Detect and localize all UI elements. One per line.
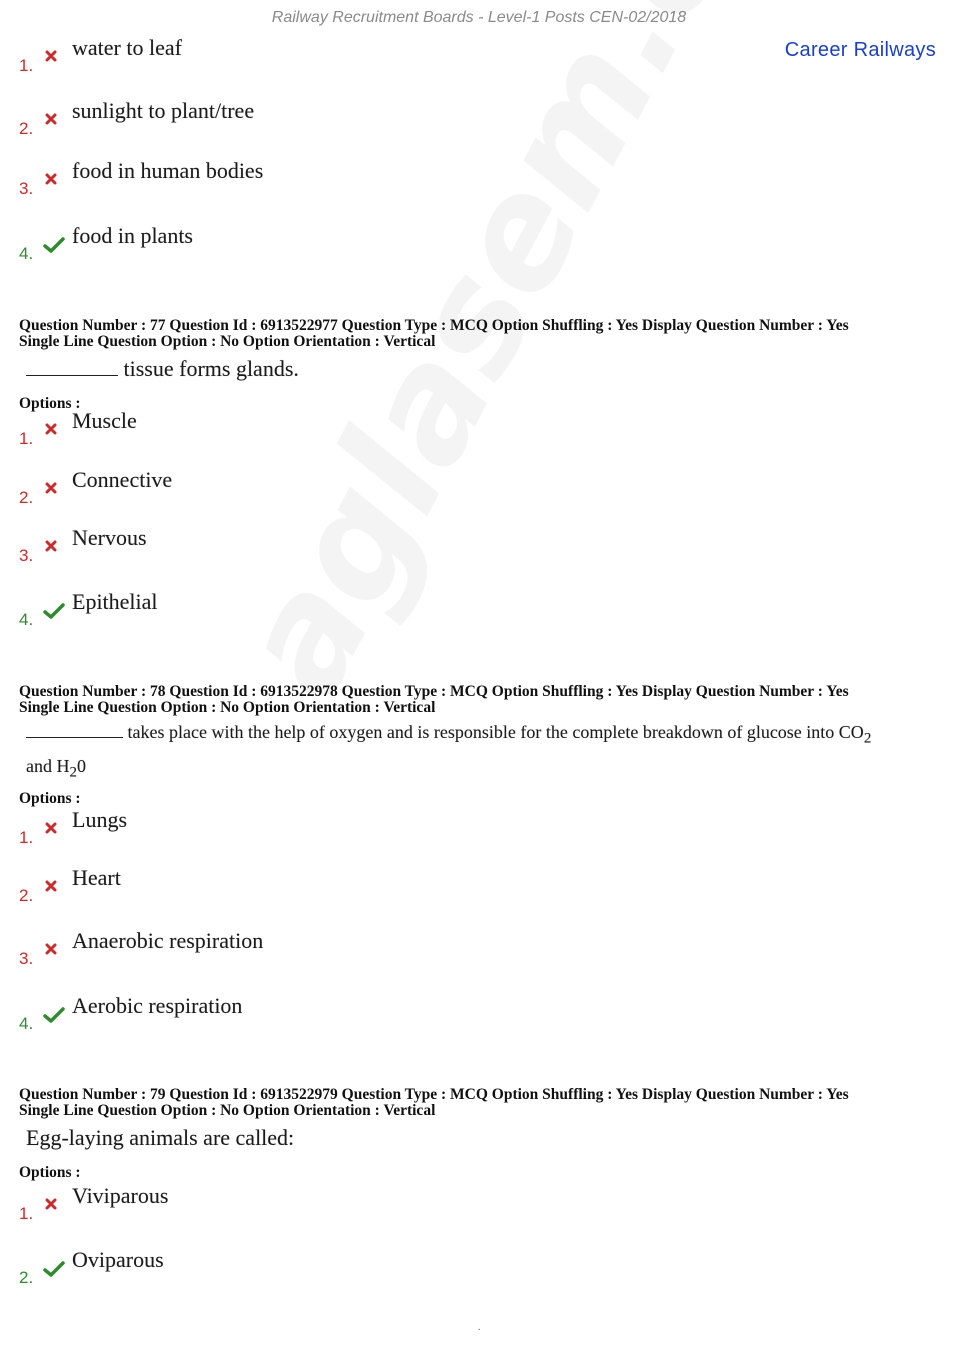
cross-icon [43,878,59,894]
option-text: Lungs [72,807,127,832]
footer-mark: . [478,1322,481,1333]
brand-link[interactable]: Career Railways [784,39,936,61]
options-label: Options : [19,790,81,807]
option-number: 2. [19,1268,34,1287]
answer-blank [26,722,123,738]
checkmark-icon [43,1260,65,1278]
question-text: Egg-laying animals are called: [26,1125,295,1150]
answer-blank [26,357,118,376]
option-number: 4. [19,244,34,263]
checkmark-icon [43,602,65,620]
option-number: 2. [19,488,34,507]
option-text: Aerobic respiration [72,993,243,1018]
page-header: Railway Recruitment Boards - Level-1 Posts CEN-02/2018 [271,9,687,26]
question-meta: Question Number : 77 Question Id : 6913522977 Question Type : MCQ Option Shuffling : Yes Display Question Number : Yes [19,317,849,334]
option-number: 3. [19,179,34,198]
cross-icon [43,48,59,64]
option-text: water to leaf [72,35,182,60]
cross-icon [43,171,59,187]
question-meta: Single Line Question Option : No Option Orientation : Vertical [19,699,436,716]
question-meta: Question Number : 78 Question Id : 6913522978 Question Type : MCQ Option Shuffling : Yes Display Question Number : Yes [19,683,849,700]
option-number: 1. [19,1204,34,1223]
option-text: Connective [72,467,173,492]
cross-icon [43,111,59,127]
option-text: food in human bodies [72,158,264,183]
option-text: Oviparous [72,1247,164,1272]
question-body: 0 [77,756,86,776]
subscript: 2 [69,764,77,781]
checkmark-icon [43,1006,65,1024]
option-text: Anaerobic respiration [72,928,264,953]
option-number: 4. [19,1014,34,1033]
option-number: 2. [19,886,34,905]
option-number: 1. [19,828,34,847]
option-number: 4. [19,610,34,629]
question-text-line2 [26,756,86,782]
option-text: Heart [72,865,121,890]
option-text: Nervous [72,525,147,550]
option-number: 1. [19,429,34,448]
question-text [26,722,871,748]
option-text: Epithelial [72,589,158,614]
cross-icon [43,1196,59,1212]
cross-icon [43,421,59,437]
option-text: Viviparous [72,1183,169,1208]
question-meta: Single Line Question Option : No Option Orientation : Vertical [19,333,436,350]
checkmark-icon [43,236,65,254]
cross-icon [43,820,59,836]
question-body: and H [26,756,70,776]
question-body: takes place with the help of oxygen and is responsible for the complete breakdown of glucose into CO [127,722,864,742]
option-number: 2. [19,119,34,138]
option-number: 3. [19,546,34,565]
question-text [26,356,299,382]
question-meta: Single Line Question Option : No Option Orientation : Vertical [19,1102,436,1119]
option-number: 3. [19,949,34,968]
cross-icon [43,480,59,496]
watermark [205,0,882,722]
options-label: Options : [19,395,81,412]
option-number: 1. [19,56,34,75]
option-text: food in plants [72,223,193,248]
cross-icon [43,538,59,554]
question-body: tissue forms glands. [123,356,299,381]
subscript: 2 [863,730,872,747]
options-label: Options : [19,1164,81,1181]
option-text: sunlight to plant/tree [72,98,255,123]
option-text: Muscle [72,408,137,433]
question-meta: Question Number : 79 Question Id : 6913522979 Question Type : MCQ Option Shuffling : Yes Display Question Number : Yes [19,1086,849,1103]
cross-icon [43,941,59,957]
